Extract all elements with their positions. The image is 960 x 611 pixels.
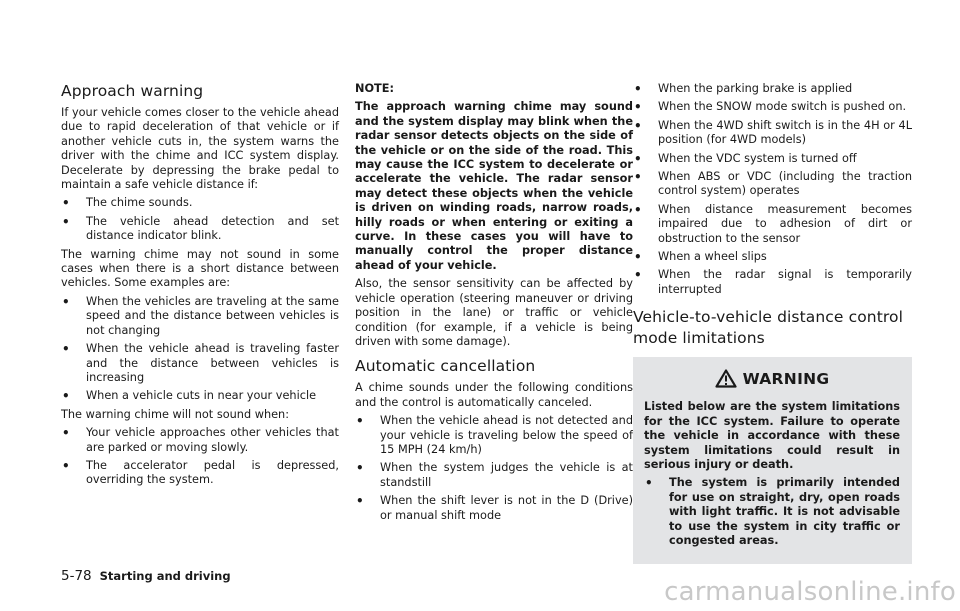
- list-item: • When the vehicle ahead is not detected and your vehicle is traveling below the speed of 15 MPH (24 km/h): [355, 414, 633, 457]
- warning-box: [633, 357, 912, 564]
- list-item: • When a wheel slips: [633, 250, 912, 264]
- chime-not-sound-paragraph: The warning chime will not sound when:: [61, 407, 290, 421]
- list-item: • When the VDC system is turned off: [633, 152, 912, 166]
- list-item: • The vehicle ahead detection and set distance indicator blink.: [61, 215, 339, 244]
- warning-header: [644, 369, 900, 388]
- cancellation-conditions-list: [355, 414, 633, 523]
- note-text: The approach warning chime may sound and the system display may blink when the radar sensor detects objects on the side of the vehicle or on the side of the road. This may cause the ICC system to decelerate or accelerate the vehicle. The radar sensor may detect these objects when the vehicle is driven on winding roads, narrow roads, hilly roads or when entering or exiting a curve. In these cases you will have to manually control the proper distance ahead of your vehicle.: [355, 100, 633, 272]
- approach-warning-paragraph: If your vehicle comes closer to the vehicle ahead due to rapid deceleration of that vehicle or if another vehicle cuts in, the system warns the driver with the chime and ICC system display. Decelerate by depressing the brake pedal to maintain a safe vehicle distance if:: [61, 106, 339, 192]
- cancellation-conditions-list-continued: [633, 82, 912, 297]
- warning-text: Listed below are the system limitations for the ICC system. Failure to operate the vehicle in accordance with these system limitations could result in serious injury or death.: [644, 400, 900, 471]
- section-title: Starting and driving: [99, 569, 231, 583]
- list-item: • When the vehicle ahead is traveling faster and the distance between vehicles is increasing: [61, 342, 339, 385]
- chime-exceptions-paragraph: The warning chime may not sound in some cases when there is a short distance between vehicles. Some examples are:: [61, 247, 339, 290]
- chime-not-sound-list: [61, 426, 339, 488]
- chime-exceptions-list: [61, 295, 339, 404]
- list-item: • When distance measurement becomes impaired due to adhesion of dirt or obstruction to the sensor: [633, 203, 912, 246]
- list-item: • The chime sounds.: [61, 196, 339, 210]
- page-number: 5-78: [61, 568, 92, 584]
- approach-warning-heading: Approach warning: [61, 82, 204, 100]
- list-item: • When a vehicle cuts in near your vehicle: [61, 389, 339, 403]
- list-item: • When the shift lever is not in the D (Drive) or manual shift mode: [355, 494, 633, 523]
- note-label: NOTE:: [355, 82, 394, 95]
- list-item: • When the 4WD shift switch is in the 4H or 4L position (for 4WD models): [633, 119, 912, 148]
- list-item: • When ABS or VDC (including the traction control system) operates: [633, 170, 912, 199]
- column-3: [633, 82, 912, 564]
- page-footer: [61, 568, 231, 584]
- list-item: • When the radar signal is temporarily interrupted: [633, 268, 912, 297]
- automatic-cancellation-heading: Automatic cancellation: [355, 357, 536, 376]
- list-item: • The system is primarily intended for use on straight, dry, open roads with light traffic. It is not advisable to use the system in city traffic or congested areas.: [644, 476, 900, 548]
- column-2: [355, 82, 633, 527]
- warning-title: WARNING: [742, 369, 830, 388]
- list-item: • When the system judges the vehicle is at standstill: [355, 461, 633, 490]
- list-item: • When the SNOW mode switch is pushed on.: [633, 100, 912, 114]
- sensor-sensitivity-paragraph: Also, the sensor sensitivity can be affected by vehicle operation (steering maneuver or driving position in the lane) or traffic or vehicle condition (for example, if a vehicle is being driven with some damage).: [355, 277, 633, 348]
- automatic-cancellation-paragraph: A chime sounds under the following conditions and the control is automatically canceled.: [355, 381, 633, 409]
- watermark: carmanualsonline.info: [664, 577, 956, 607]
- list-item: • Your vehicle approaches other vehicles that are parked or moving slowly.: [61, 426, 339, 455]
- distance-control-limitations-heading: Vehicle-to-vehicle distance control mode limitations: [633, 308, 904, 348]
- warning-list: [644, 476, 900, 548]
- approach-warning-list: [61, 196, 339, 243]
- list-item: • The accelerator pedal is depressed, overriding the system.: [61, 459, 339, 488]
- warning-triangle-icon: [715, 369, 737, 388]
- list-item: • When the parking brake is applied: [633, 82, 912, 96]
- list-item: • When the vehicles are traveling at the same speed and the distance between vehicles is not changing: [61, 295, 339, 338]
- column-1: [61, 82, 339, 492]
